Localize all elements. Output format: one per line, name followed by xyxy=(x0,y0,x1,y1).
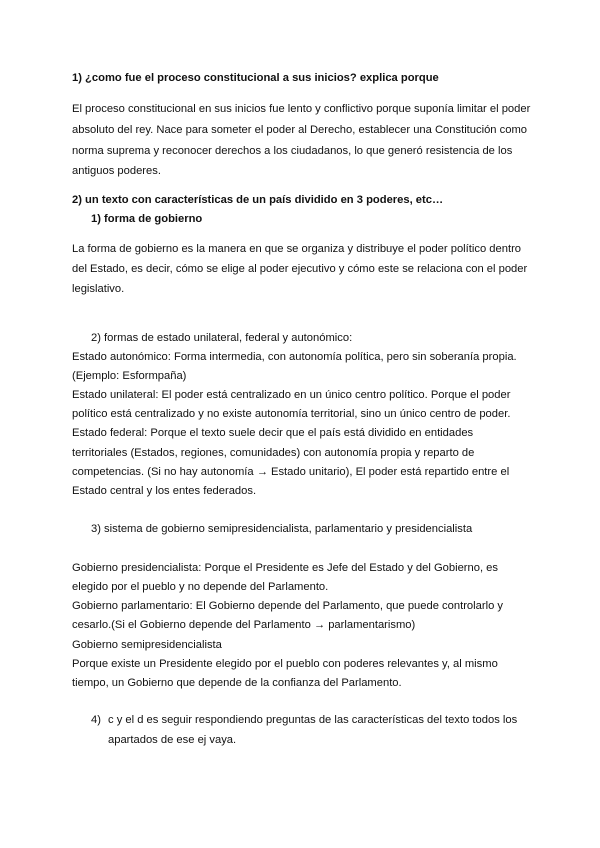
subsection-2-line-4: político está centralizado y no existe autonomía territorial, sino un único centro de poder. xyxy=(72,408,511,420)
subsection-3-line-6: Porque existe un Presidente elegido por el pueblo con poderes relevantes y, al mismo xyxy=(72,658,498,670)
subsection-4-line-1: c y el d es seguir respondiendo preguntas de las características del texto todos los xyxy=(108,714,518,726)
answer-1-line-1: El proceso constitucional en sus inicios fue lento y conflictivo porque suponía limitar el poder xyxy=(72,103,531,115)
subsection-4-number: 4) xyxy=(91,714,101,726)
subsection-2-line-8: Estado central y los entes federados. xyxy=(72,485,257,497)
subsection-1-line-1: La forma de gobierno es la manera en que se organiza y distribuye el poder político dentro xyxy=(72,243,522,255)
subsection-1-heading: 1) forma de gobierno xyxy=(91,213,203,225)
subsection-3-line-1: Gobierno presidencialista: Porque el Presidente es Jefe del Estado y del Gobierno, es xyxy=(72,562,498,574)
subsection-4-line-2: apartados de ese ej vaya. xyxy=(108,734,237,746)
answer-1-line-4: antiguos poderes. xyxy=(72,165,161,177)
subsection-2-line-3: Estado unilateral: El poder está centralizado en un único centro político. Porque el poder xyxy=(72,389,511,401)
subsection-3-line-7: tiempo, un Gobierno que depende de la confianza del Parlamento. xyxy=(72,677,402,689)
subsection-3-heading: 3) sistema de gobierno semipresidencialista, parlamentario y presidencialista xyxy=(91,523,473,535)
subsection-3-line-5: Gobierno semipresidencialista xyxy=(72,639,222,651)
answer-1-line-2: absoluto del rey. Nace para someter el poder al Derecho, establecer una Constitución como xyxy=(72,124,527,136)
subsection-2-line-6: territoriales (Estados, regiones, comunidades) con autonomía propia y reparto de xyxy=(72,447,475,459)
subsection-2-line-5: Estado federal: Porque el texto suele decir que el país está dividido en entidades xyxy=(72,427,474,439)
subsection-2-line-2: (Ejemplo: Esformpaña) xyxy=(72,370,187,382)
answer-1-line-3: norma suprema y reconocer derechos a los ciudadanos, lo que generó resistencia de los xyxy=(72,145,513,157)
subsection-2-line-7: competencias. (Si no hay autonomía → Estado unitario), El poder está repartido entre el xyxy=(72,466,510,478)
subsection-3-line-2: elegido por el pueblo y no depende del Parlamento. xyxy=(72,581,329,593)
subsection-2-heading: 2) formas de estado unilateral, federal y autonómico: xyxy=(91,332,353,344)
question-2-heading: 2) un texto con características de un país dividido en 3 poderes, etc… xyxy=(72,194,444,206)
subsection-2-line-1: Estado autonómico: Forma intermedia, con autonomía política, pero sin soberanía propia. xyxy=(72,351,517,363)
subsection-1-line-2: del Estado, es decir, cómo se elige al poder ejecutivo y cómo este se relaciona con el poder xyxy=(72,263,528,275)
subsection-3-line-3: Gobierno parlamentario: El Gobierno depende del Parlamento, que puede controlarlo y xyxy=(72,600,503,612)
subsection-3-line-4: cesarlo.(Si el Gobierno depende del Parlamento → parlamentarismo) xyxy=(72,619,416,631)
subsection-1-line-3: legislativo. xyxy=(72,283,125,295)
question-1-heading: 1) ¿como fue el proceso constitucional a sus inicios? explica porque xyxy=(72,72,439,84)
